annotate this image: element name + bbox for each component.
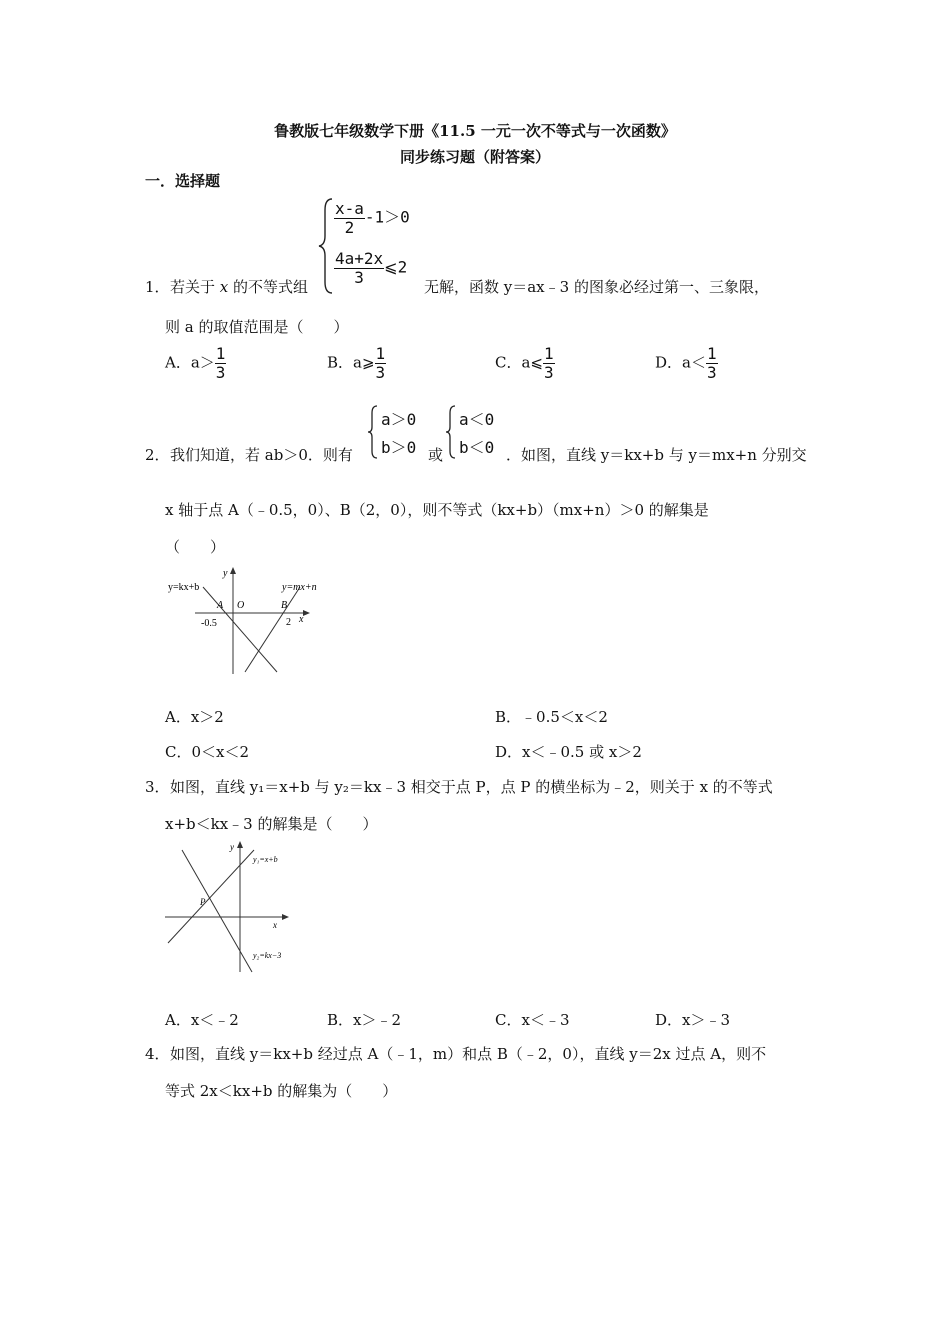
inequality-row-2: $\frac{4a+2x}{3}$ ⩽2 [335, 249, 408, 287]
question-text-cont: 无解，函数 y＝ax﹣3 的图象必经过第一、三象限， [424, 278, 769, 296]
option-b[interactable]: B．a⩾ $\frac{1}{3}$ [327, 344, 386, 382]
svg-text:A: A [217, 600, 224, 611]
option-c[interactable]: C．0＜x＜2 [165, 743, 250, 761]
graph-figure-2 [165, 562, 335, 680]
question-number: 3． [145, 778, 170, 796]
svg-text:2: 2 [286, 617, 291, 628]
question-text-line2: x 轴于点 A（﹣0.5，0）、B（2，0），则不等式（kx+b）（mx+n）＞0 的解集是 [165, 501, 709, 519]
option-a[interactable]: A．x＜﹣2 [165, 1011, 239, 1029]
svg-text:y: y [223, 568, 228, 579]
question-text-line3: （ ） [165, 538, 226, 556]
system-brace-icon [444, 404, 458, 460]
option-d[interactable]: D．x＜﹣0.5 或 x＞2 [495, 743, 642, 761]
svg-text:y₁=x+b: y₁=x+b [253, 855, 278, 864]
svg-text:y: y [230, 842, 234, 852]
question-text: 我们知道，若 ab＞0．则有 [170, 446, 353, 464]
question-text-line2: 则 a 的取值范围是（ ） [165, 318, 349, 336]
section-heading: 一．选择题 [145, 172, 221, 190]
question-number: 1． [145, 278, 170, 296]
option-a[interactable]: A．a＞ $\frac{1}{3}$ [165, 344, 226, 382]
svg-text:P: P [200, 897, 206, 907]
fraction: $\frac{x-a}{2}$ [335, 199, 364, 237]
option-d[interactable]: D．a＜ $\frac{1}{3}$ [655, 344, 717, 382]
option-d[interactable]: D．x＞﹣3 [655, 1011, 731, 1029]
option-b[interactable]: B．x＞﹣2 [327, 1011, 402, 1029]
svg-text:O: O [237, 600, 245, 611]
question-number: 4． [145, 1045, 170, 1063]
line-label-kx: y=kx+b [168, 582, 200, 593]
question-number: 2． [145, 446, 170, 464]
graph-figure-3 [160, 838, 300, 974]
question-text: 如图，直线 y＝kx+b 经过点 A（﹣1，m）和点 B（﹣2，0），直线 y＝2x 过点 A，则不 [170, 1045, 767, 1063]
question-text-cont: ．如图，直线 y＝kx+b 与 y＝mx+n 分别交 [506, 446, 807, 464]
question-text: 若关于 x 的不等式组 [170, 278, 309, 296]
option-c[interactable]: C．a⩽ $\frac{1}{3}$ [495, 344, 554, 382]
system-brace-icon [316, 196, 336, 296]
question-text-line2: x+b＜kx﹣3 的解集是（ ） [165, 815, 378, 833]
page-subtitle: 同步练习题（附答案） [399, 148, 550, 166]
option-b[interactable]: B．﹣0.5＜x＜2 [495, 708, 608, 726]
svg-text:y₂=kx−3: y₂=kx−3 [253, 951, 282, 960]
svg-text:x: x [273, 920, 277, 930]
inequality-row-1: $\frac{x-a}{2}$ -1＞0 [335, 199, 410, 237]
svg-text:x: x [299, 614, 304, 625]
svg-text:B: B [281, 600, 288, 611]
question-text: 如图，直线 y₁＝x+b 与 y₂＝kx﹣3 相交于点 P，点 P 的横坐标为﹣2，则关于 x 的不等式 [170, 778, 773, 796]
question-text-line2: 等式 2x＜kx+b 的解集为（ ） [165, 1082, 398, 1100]
line-label-mx: y=mx+n [282, 582, 317, 593]
system-brace-icon [366, 404, 380, 460]
option-c[interactable]: C．x＜﹣3 [495, 1011, 570, 1029]
page-title: 鲁教版七年级数学下册《11.5 一元一次不等式与一次函数》 [274, 122, 676, 140]
svg-text:-0.5: -0.5 [201, 618, 217, 629]
fraction: $\frac{4a+2x}{3}$ [335, 249, 384, 287]
option-a[interactable]: A．x＞2 [165, 708, 224, 726]
